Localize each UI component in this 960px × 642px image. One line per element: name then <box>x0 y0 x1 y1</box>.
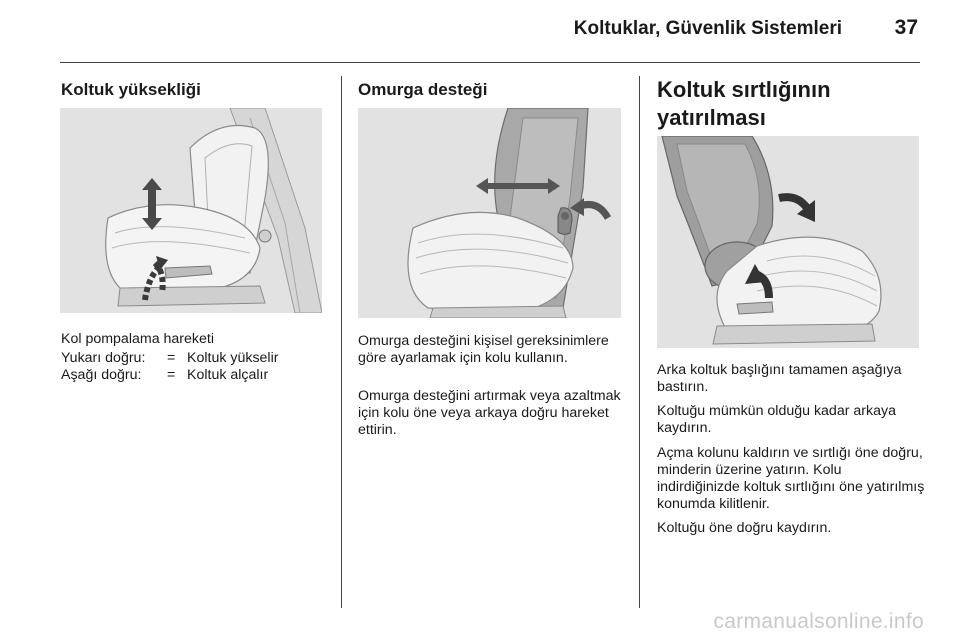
seat-height-caption: Kol pompalama hareketi <box>61 331 214 347</box>
row-value: Koltuk yükselir <box>187 350 279 366</box>
recline-paragraph-3: Açma kolunu kaldırın ve sırtlığı öne doğru, minderin üzerine yatırın. Kolu indirdiğinizde koltuk sırtlığını öne yatırılmış konumda kilitlenir. <box>657 445 925 512</box>
section-heading-seat-height: Koltuk yüksekliği <box>61 80 201 99</box>
row-separator: = <box>167 350 176 366</box>
backrest-fold-illustration <box>657 136 919 348</box>
seat-height-illustration <box>60 108 322 313</box>
page-header-title: Koltuklar, Güvenlik Sistemleri <box>573 18 842 39</box>
watermark-text: carmanualsonline.info <box>713 610 924 633</box>
recline-paragraph-1: Arka koltuk başlığını tamamen aşağıya bastırın. <box>657 362 902 395</box>
column-divider <box>639 76 640 608</box>
section-heading-backrest-recline-line2: yatırılması <box>657 105 766 130</box>
header-divider <box>60 62 920 63</box>
instruction-row <box>61 367 331 384</box>
instruction-row <box>61 350 331 367</box>
row-label: Aşağı doğru: <box>61 367 142 383</box>
page-number: 37 <box>894 16 918 39</box>
recline-paragraph-4: Koltuğu öne doğru kaydırın. <box>657 520 832 536</box>
section-heading-lumbar-support: Omurga desteği <box>358 80 488 99</box>
column-divider <box>341 76 342 608</box>
lumbar-paragraph-1: Omurga desteğini kişisel gereksinimlere göre ayarlamak için kolu kullanın. <box>358 333 609 366</box>
row-value: Koltuk alçalır <box>187 367 269 383</box>
lumbar-paragraph-2: Omurga desteğini artırmak veya azaltmak için kolu öne veya arkaya doğru hareket ettirin. <box>358 388 621 438</box>
row-separator: = <box>167 367 176 383</box>
row-label: Yukarı doğru: <box>61 350 146 366</box>
recline-paragraph-2: Koltuğu mümkün olduğu kadar arkaya kaydırın. <box>657 403 896 436</box>
section-heading-backrest-recline-line1: Koltuk sırtlığının <box>657 77 831 102</box>
lumbar-support-illustration <box>358 108 621 318</box>
